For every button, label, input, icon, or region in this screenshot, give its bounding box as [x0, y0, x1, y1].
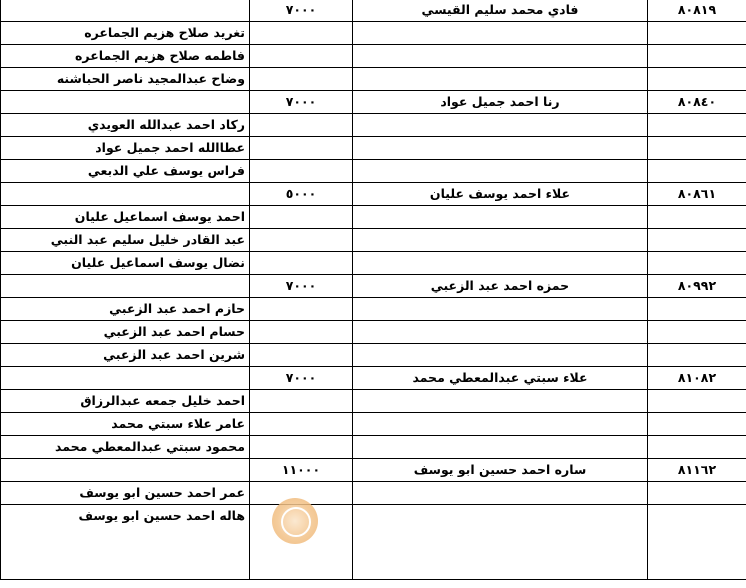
applicant-name-cell [353, 413, 648, 436]
member-name-cell: حسام احمد عبد الزعبي [1, 321, 250, 344]
table-row [1, 114, 746, 137]
table-row [1, 482, 746, 505]
id-number-cell [648, 229, 746, 252]
applicant-name-cell [353, 160, 648, 183]
id-number-cell [648, 160, 746, 183]
id-number-cell [648, 436, 746, 459]
amount-cell [250, 229, 353, 252]
member-name-cell: هاله احمد حسين ابو يوسف [1, 505, 250, 580]
table-row [1, 436, 746, 459]
applicant-name-cell [353, 482, 648, 505]
member-name-cell: فاطمه صلاح هزيم الجماعره [1, 45, 250, 68]
applicant-name-cell [353, 114, 648, 137]
id-number-cell: ٨٠٩٩٢ [648, 275, 746, 298]
id-number-cell [648, 114, 746, 137]
applicant-name-cell [353, 206, 648, 229]
stamp-seal-icon [272, 498, 318, 544]
applicant-name-cell [353, 344, 648, 367]
id-number-cell [648, 68, 746, 91]
id-number-cell [648, 22, 746, 45]
table-row [1, 229, 746, 252]
member-name-cell [1, 459, 250, 482]
member-name-cell [1, 0, 250, 22]
applicant-name-cell: فادي محمد سليم القيسي [353, 0, 648, 22]
amount-cell [250, 252, 353, 275]
amount-cell [250, 298, 353, 321]
id-number-cell [648, 390, 746, 413]
amount-cell [250, 68, 353, 91]
amount-cell [250, 206, 353, 229]
table-row [1, 367, 746, 390]
table-row [1, 91, 746, 114]
id-number-cell: ٨٠٨٦١ [648, 183, 746, 206]
member-name-cell: احمد خليل جمعه عبدالرزاق [1, 390, 250, 413]
applicant-name-cell [353, 436, 648, 459]
amount-cell [250, 114, 353, 137]
amount-cell: ١١٠٠٠ [250, 459, 353, 482]
table-row [1, 321, 746, 344]
amount-cell [250, 344, 353, 367]
table-row [1, 206, 746, 229]
table-row [1, 298, 746, 321]
id-number-cell: ٨١٠٨٢ [648, 367, 746, 390]
id-number-cell: ٨٠٨٤٠ [648, 91, 746, 114]
applicant-name-cell [353, 137, 648, 160]
id-number-cell [648, 137, 746, 160]
id-number-cell: ٨١١٦٢ [648, 459, 746, 482]
member-name-cell: تغريد صلاح هزيم الجماعره [1, 22, 250, 45]
table-row [1, 0, 746, 22]
amount-cell: ٥٠٠٠ [250, 183, 353, 206]
id-number-cell [648, 505, 746, 580]
member-name-cell: محمود سبتي عبدالمعطي محمد [1, 436, 250, 459]
id-number-cell: ٨٠٨١٩ [648, 0, 746, 22]
member-name-cell: ركاد احمد عبدالله العويدي [1, 114, 250, 137]
table-row [1, 68, 746, 91]
member-name-cell: وضاح عبدالمجيد ناصر الحباشنه [1, 68, 250, 91]
amount-cell [250, 413, 353, 436]
applicant-name-cell: رنا احمد جميل عواد [353, 91, 648, 114]
applicant-name-cell [353, 22, 648, 45]
id-number-cell [648, 413, 746, 436]
applicant-name-cell [353, 321, 648, 344]
applicant-name-cell [353, 505, 648, 580]
table-row [1, 22, 746, 45]
member-name-cell [1, 367, 250, 390]
member-name-cell: نضال يوسف اسماعيل عليان [1, 252, 250, 275]
member-name-cell: فراس يوسف علي الدبعي [1, 160, 250, 183]
table-row [1, 275, 746, 298]
table-row [1, 459, 746, 482]
table-row [1, 505, 746, 580]
member-name-cell: حازم احمد عبد الزعبي [1, 298, 250, 321]
id-number-cell [648, 298, 746, 321]
id-number-cell [648, 321, 746, 344]
member-name-cell [1, 91, 250, 114]
applicant-name-cell: علاء احمد يوسف عليان [353, 183, 648, 206]
id-number-cell [648, 252, 746, 275]
amount-cell: ٧٠٠٠ [250, 275, 353, 298]
applicant-name-cell [353, 68, 648, 91]
table-row [1, 45, 746, 68]
amount-cell [250, 436, 353, 459]
amount-cell [250, 137, 353, 160]
applicant-name-cell [353, 252, 648, 275]
applicant-name-cell: حمزه احمد عبد الزعبي [353, 275, 648, 298]
member-name-cell: عمر احمد حسين ابو يوسف [1, 482, 250, 505]
table-row [1, 137, 746, 160]
member-name-cell: احمد يوسف اسماعيل عليان [1, 206, 250, 229]
table-row [1, 413, 746, 436]
applicant-name-cell: ساره احمد حسين ابو يوسف [353, 459, 648, 482]
table-row [1, 252, 746, 275]
amount-cell [250, 45, 353, 68]
applicant-name-cell [353, 298, 648, 321]
amount-cell [250, 390, 353, 413]
member-name-cell: عامر علاء سبتي محمد [1, 413, 250, 436]
applicant-name-cell [353, 45, 648, 68]
amount-cell [250, 321, 353, 344]
id-number-cell [648, 206, 746, 229]
id-number-cell [648, 482, 746, 505]
member-name-cell: عبد القادر خليل سليم عبد النبي [1, 229, 250, 252]
id-number-cell [648, 45, 746, 68]
amount-cell [250, 160, 353, 183]
table-row [1, 344, 746, 367]
applicant-name-cell [353, 229, 648, 252]
member-name-cell [1, 275, 250, 298]
amount-cell [250, 22, 353, 45]
amount-cell: ٧٠٠٠ [250, 367, 353, 390]
member-name-cell: عطاالله احمد جميل عواد [1, 137, 250, 160]
table-row [1, 160, 746, 183]
records-table-body [1, 0, 746, 580]
id-number-cell [648, 344, 746, 367]
amount-cell: ٧٠٠٠ [250, 91, 353, 114]
table-row [1, 183, 746, 206]
applicant-name-cell: علاء سبتي عبدالمعطي محمد [353, 367, 648, 390]
applicant-name-cell [353, 390, 648, 413]
table-row [1, 390, 746, 413]
member-name-cell [1, 183, 250, 206]
amount-cell: ٧٠٠٠ [250, 0, 353, 22]
member-name-cell: شرين احمد عبد الزعبي [1, 344, 250, 367]
